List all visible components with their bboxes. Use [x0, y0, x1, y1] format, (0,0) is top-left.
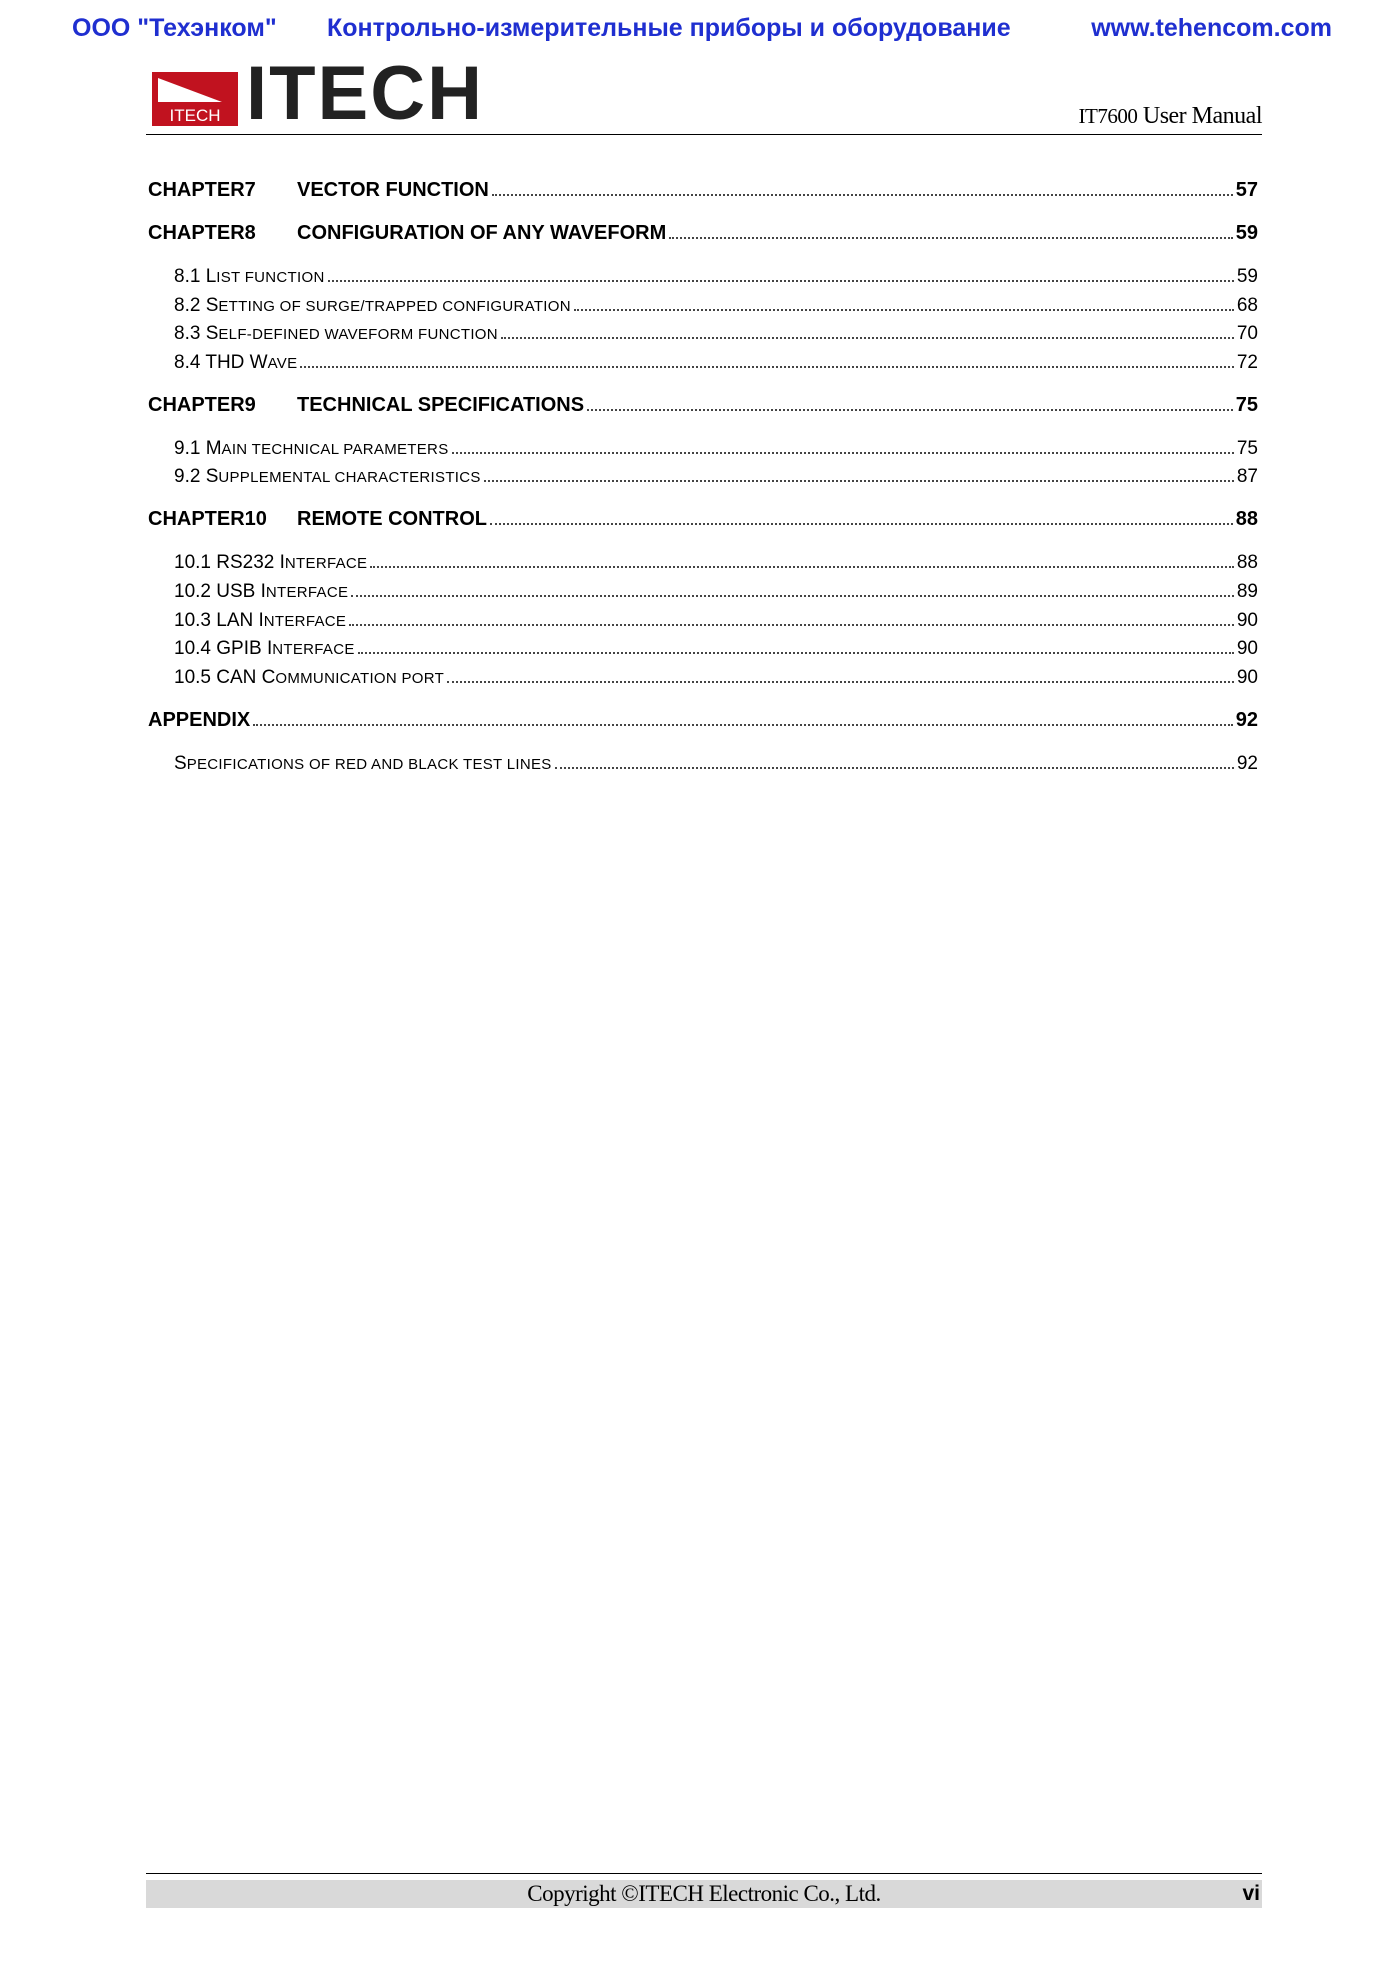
manual-title [1079, 103, 1262, 130]
toc-section-title: NTERFACE [263, 612, 347, 630]
company-website-link[interactable]: www.tehencom.com [1091, 14, 1332, 42]
dot-leader [370, 553, 1234, 568]
toc-section-title: IST FUNCTION [216, 269, 325, 286]
toc-chapter-number: CHAPTER8 [148, 222, 256, 244]
toc-section-8-3[interactable] [148, 323, 1258, 352]
dot-leader [669, 223, 1233, 239]
toc-chapter-7[interactable] [148, 179, 1258, 209]
dot-leader [358, 639, 1234, 654]
toc-section-prefix: 9.2 S [174, 466, 219, 488]
toc-page-number: 75 [1235, 393, 1258, 416]
toc-page-number: 90 [1236, 609, 1258, 631]
toc-section-prefix: 8.2 S [174, 294, 219, 316]
toc-section-prefix: 10.3 LAN I [174, 609, 264, 631]
toc-section-10-1[interactable] [148, 552, 1258, 581]
dot-leader [484, 467, 1234, 482]
toc-chapter-8[interactable] [148, 222, 1258, 252]
toc-chapter-number: CHAPTER9 [148, 393, 256, 416]
toc-chapter-title: CONFIGURATION OF ANY WAVEFORM [297, 222, 667, 244]
toc-page-number: 92 [1236, 752, 1258, 774]
toc-page-number: 59 [1235, 222, 1258, 244]
toc-section-prefix: 10.2 USB I [174, 580, 266, 602]
toc-section-8-4[interactable] [148, 352, 1258, 381]
table-of-contents [148, 166, 1258, 781]
toc-section-prefix: 10.5 CAN C [174, 666, 276, 688]
toc-page-number: 88 [1235, 508, 1258, 531]
dot-leader [300, 353, 1233, 368]
toc-section-9-1[interactable] [148, 438, 1258, 467]
toc-page-number: 87 [1236, 466, 1258, 488]
footer-band [146, 1880, 1262, 1908]
toc-section-title: UPPLEMENTAL CHARACTERISTICS [218, 469, 481, 487]
toc-section-title: PECIFICATIONS OF RED AND BLACK TEST LINES [186, 755, 552, 773]
dot-leader [253, 710, 1233, 726]
toc-chapter-9[interactable] [148, 394, 1258, 424]
dot-leader [447, 668, 1234, 683]
toc-chapter-number: CHAPTER7 [148, 179, 256, 201]
toc-section-title: ETTING OF SURGE/TRAPPED CONFIGURATION [218, 297, 571, 315]
toc-section-title: OMMUNICATION PORT [275, 669, 445, 687]
distributor-banner [0, 14, 1400, 50]
toc-section-10-3[interactable] [148, 610, 1258, 639]
toc-chapter-title: TECHNICAL SPECIFICATIONS [297, 393, 585, 416]
page-number: vi [1242, 1882, 1260, 1905]
company-name: ООО "Техэнком" [72, 14, 277, 42]
toc-section-title: NTERFACE [265, 583, 349, 601]
dot-leader [501, 324, 1234, 339]
toc-page-number: 75 [1236, 437, 1258, 459]
toc-section-title: AVE [267, 355, 298, 373]
toc-section-title: ELF-DEFINED WAVEFORM FUNCTION [218, 326, 498, 344]
toc-section-title: NTERFACE [284, 555, 368, 573]
toc-section-prefix: 10.4 GPIB I [174, 638, 273, 660]
manual-title-text: User Manual [1142, 103, 1262, 129]
toc-appendix-title: APPENDIX [148, 708, 251, 731]
toc-section-appendix-test-lines[interactable] [148, 753, 1258, 782]
dot-leader [490, 509, 1233, 525]
toc-section-prefix: 8.4 THD W [174, 352, 268, 374]
dot-leader [349, 610, 1234, 625]
dot-leader [328, 267, 1234, 282]
toc-page-number: 89 [1236, 580, 1258, 602]
toc-section-10-5[interactable] [148, 667, 1258, 696]
page-footer [146, 1873, 1262, 1908]
toc-page-number: 92 [1235, 708, 1258, 731]
itech-logo-badge-text: ITECH [169, 106, 221, 125]
dot-leader [351, 582, 1234, 597]
itech-logo [152, 51, 484, 136]
company-tagline: Контрольно-измерительные приборы и оборудование [327, 14, 1011, 42]
dot-leader [492, 180, 1233, 196]
itech-logo-badge-icon [152, 72, 238, 126]
toc-chapter-number: CHAPTER10 [148, 508, 267, 531]
toc-section-prefix: 8.3 S [174, 323, 219, 345]
toc-page-number: 57 [1235, 179, 1258, 201]
toc-page-number: 70 [1236, 323, 1258, 345]
toc-chapter-10[interactable] [148, 508, 1258, 538]
toc-section-10-4[interactable] [148, 638, 1258, 667]
toc-chapter-title: REMOTE CONTROL [297, 508, 487, 531]
toc-section-10-2[interactable] [148, 581, 1258, 610]
toc-page-number: 90 [1236, 666, 1258, 688]
toc-page-number: 90 [1236, 638, 1258, 660]
toc-section-title: AIN TECHNICAL PARAMETERS [221, 440, 449, 458]
toc-section-prefix: 10.1 RS232 I [174, 552, 285, 574]
toc-page-number: 72 [1236, 352, 1258, 374]
toc-section-9-2[interactable] [148, 466, 1258, 495]
dot-leader [452, 438, 1234, 453]
toc-section-8-1[interactable] [148, 266, 1258, 295]
copyright-notice: Copyright ©ITECH Electronic Co., Ltd. [527, 1881, 881, 1906]
page-header [146, 51, 1262, 136]
toc-section-prefix: 8.1 L [174, 266, 217, 287]
toc-section-prefix: S [174, 752, 187, 774]
dot-leader [587, 395, 1233, 411]
toc-chapter-title: VECTOR FUNCTION [297, 179, 489, 201]
toc-page-number: 88 [1236, 552, 1258, 574]
dot-leader [574, 295, 1234, 310]
dot-leader [555, 753, 1234, 768]
toc-section-prefix: 9.1 M [174, 437, 222, 459]
itech-logo-wordmark: ITECH [246, 51, 484, 136]
manual-model: IT7600 [1078, 104, 1138, 128]
toc-page-number: 68 [1236, 294, 1258, 316]
toc-page-number: 59 [1236, 266, 1258, 287]
toc-section-title: NTERFACE [272, 641, 355, 659]
toc-appendix[interactable] [148, 709, 1258, 739]
toc-section-8-2[interactable] [148, 295, 1258, 324]
